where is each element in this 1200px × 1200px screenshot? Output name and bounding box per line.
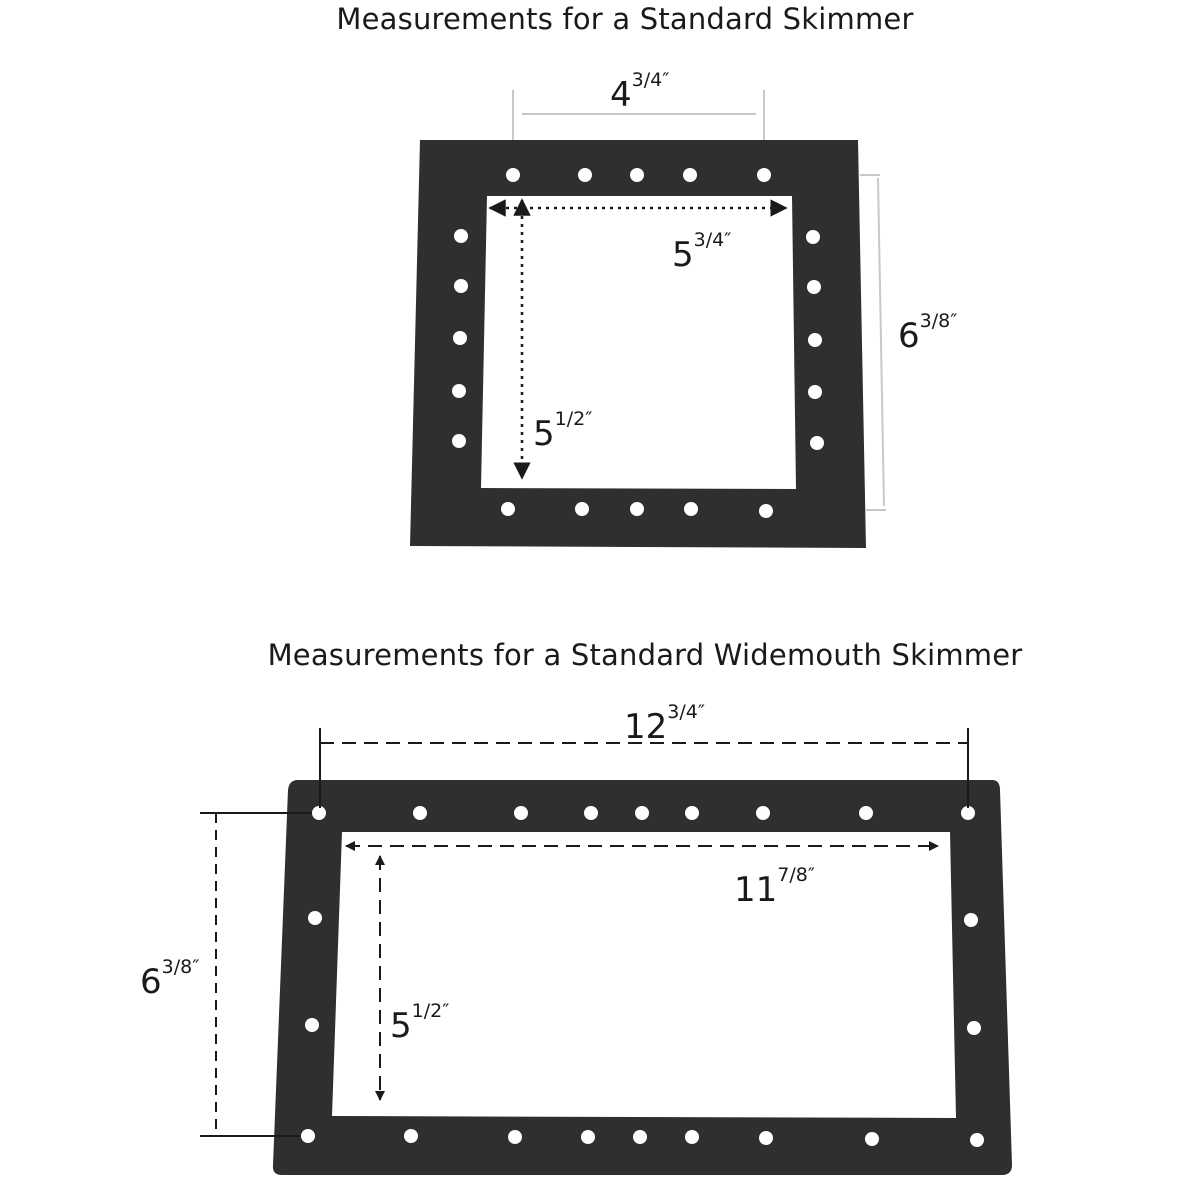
widemouth-hole-span-label: 123/4″ [624, 701, 705, 747]
hole [453, 331, 467, 345]
widemouth-opening-width-label: 117/8″ [734, 864, 815, 910]
hole [685, 806, 699, 820]
hole [806, 230, 820, 244]
hole [808, 333, 822, 347]
hole [514, 806, 528, 820]
hole [810, 436, 824, 450]
hole [454, 229, 468, 243]
hole [578, 168, 592, 182]
hole [964, 913, 978, 927]
hole [865, 1132, 879, 1146]
standard-opening-height-label: 51/2″ [533, 408, 593, 454]
standard-opening-width-label: 53/4″ [672, 229, 732, 275]
hole [508, 1130, 522, 1144]
hole [413, 806, 427, 820]
hole [683, 168, 697, 182]
standard-skimmer-title: Measurements for a Standard Skimmer [336, 2, 914, 36]
hole [301, 1129, 315, 1143]
hole [584, 806, 598, 820]
widemouth-outer-height-label: 63/8″ [140, 956, 200, 1002]
hole [305, 1018, 319, 1032]
hole [757, 168, 771, 182]
hole [575, 502, 589, 516]
hole [308, 911, 322, 925]
hole [630, 502, 644, 516]
standard-gasket-holes [452, 168, 824, 518]
widemouth-opening-height-label: 51/2″ [390, 1000, 450, 1046]
hole [684, 502, 698, 516]
standard-skimmer-gasket [410, 140, 866, 548]
hole [808, 385, 822, 399]
hole [506, 168, 520, 182]
hole [970, 1133, 984, 1147]
hole [501, 502, 515, 516]
widemouth-gasket-frame [273, 780, 1012, 1175]
hole [967, 1021, 981, 1035]
hole [633, 1130, 647, 1144]
standard-gasket-frame [410, 140, 866, 548]
hole [961, 806, 975, 820]
hole [807, 280, 821, 294]
hole [452, 434, 466, 448]
hole [404, 1129, 418, 1143]
hole [452, 384, 466, 398]
widemouth-gasket-holes [301, 806, 984, 1147]
hole [635, 806, 649, 820]
standard-hole-span-label: 43/4″ [610, 69, 670, 115]
hole [859, 806, 873, 820]
widemouth-skimmer-title: Measurements for a Standard Widemouth Skimmer [267, 638, 1023, 672]
hole [756, 806, 770, 820]
hole [759, 504, 773, 518]
hole [630, 168, 644, 182]
hole [581, 1130, 595, 1144]
standard-outer-height-label: 63/8″ [898, 310, 958, 356]
standard-skimmer-dimensions [490, 69, 957, 510]
hole [454, 279, 468, 293]
hole [685, 1130, 699, 1144]
outer-height-line [878, 178, 884, 506]
widemouth-skimmer-dimensions [140, 701, 968, 1136]
widemouth-skimmer-gasket [273, 780, 1012, 1175]
hole [312, 806, 326, 820]
hole [759, 1131, 773, 1145]
